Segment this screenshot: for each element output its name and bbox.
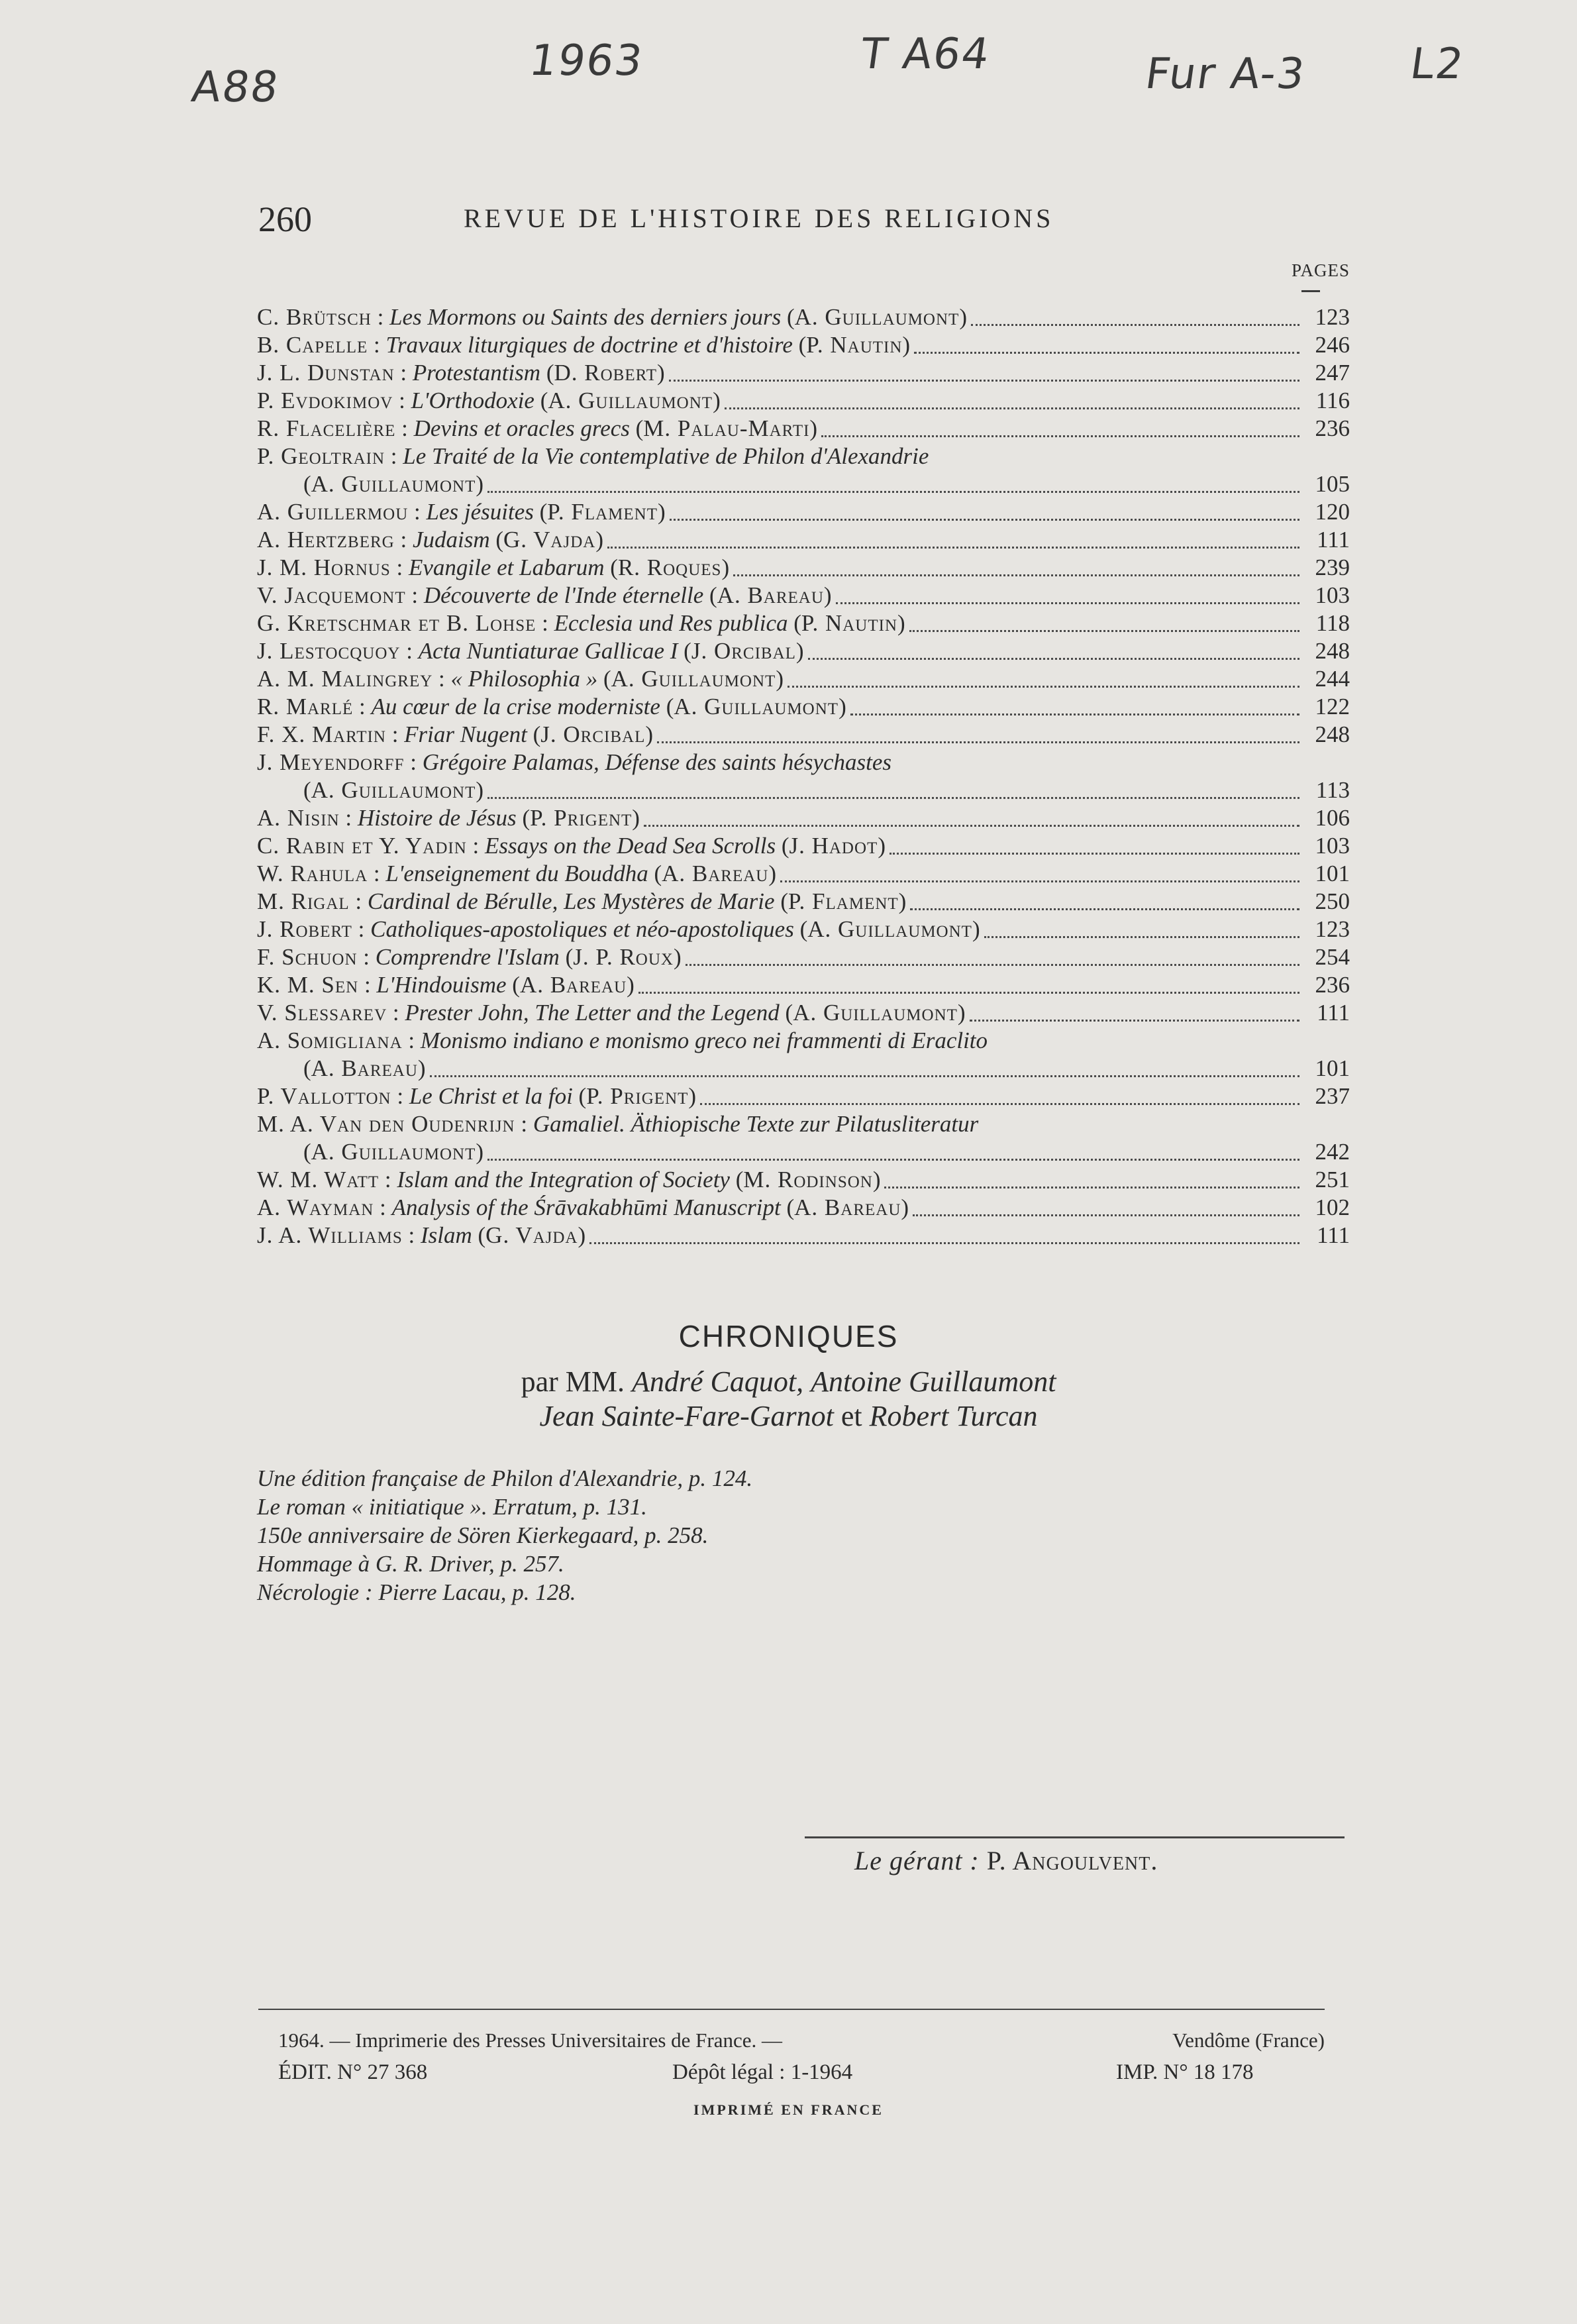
pages-rule	[1301, 290, 1320, 292]
review-reviewer: A. Guillaumont	[611, 666, 776, 692]
review-reviewer: A. Guillaumont	[311, 1139, 476, 1165]
review-text: A. Guillermou : Les jésuites (P. Flament)	[257, 499, 666, 525]
review-entry	[257, 693, 1350, 721]
review-reviewer: P. Flament	[547, 499, 658, 525]
review-page: 236	[1315, 415, 1350, 441]
review-page: 113	[1315, 777, 1350, 803]
dot-leader	[589, 1228, 1299, 1244]
review-reviewer: M. Palau-Marti	[643, 415, 810, 441]
review-entry	[257, 1110, 1350, 1138]
review-reviewer: G. Vajda	[485, 1222, 578, 1248]
review-page: 116	[1315, 388, 1350, 413]
review-reviewer: A. Guillaumont	[311, 471, 476, 497]
imprint-line-1	[278, 2029, 1325, 2052]
dot-leader	[670, 504, 1299, 521]
chroniques-and: et	[840, 1400, 862, 1432]
dot-leader	[487, 1144, 1299, 1161]
review-title: Comprendre l'Islam	[375, 944, 560, 970]
chroniques-author: Jean Sainte-Fare-Garnot	[539, 1400, 834, 1432]
handwritten-note-4: Fur A-3	[1142, 50, 1309, 99]
dot-leader	[884, 1172, 1299, 1188]
review-text: C. Rabin et Y. Yadin : Essays on the Dead Sea Scrolls (J. Hadot)	[257, 833, 886, 859]
review-entry	[257, 916, 1350, 943]
review-text: A. Somigliana : Monismo indiano e monismo greco nei frammenti di Eraclito	[257, 1028, 988, 1053]
review-reviewer: P. Nautin	[806, 332, 903, 358]
dot-leader	[487, 476, 1299, 493]
review-text: V. Slessarev : Prester John, The Letter and the Legend (A. Guillaumont)	[257, 1000, 966, 1026]
review-page: 101	[1315, 1055, 1350, 1081]
review-author: M. Rigal	[257, 888, 350, 914]
review-author: A. Wayman	[257, 1194, 374, 1220]
review-entry-continuation	[257, 776, 1350, 804]
review-page: 111	[1317, 1222, 1350, 1248]
review-entry	[257, 1083, 1350, 1110]
imprint-edit-number: ÉDIT. N° 27 368	[278, 2060, 428, 2084]
dot-leader	[836, 588, 1299, 604]
review-reviewer: J. Orcibal	[691, 638, 796, 664]
review-author: A. Nisin	[257, 805, 340, 831]
page-header	[258, 199, 1358, 252]
review-author: A. Guillermou	[257, 499, 409, 525]
review-title: Les Mormons ou Saints des derniers jours	[389, 304, 782, 330]
review-entry	[257, 331, 1350, 359]
review-page: 254	[1315, 944, 1350, 970]
review-title: Analysis of the Śrāvakabhūmi Manuscript	[391, 1194, 781, 1220]
review-entry	[257, 526, 1350, 554]
review-page: 242	[1315, 1139, 1350, 1165]
dot-leader	[669, 365, 1299, 382]
review-entry	[257, 498, 1350, 526]
review-text: J. A. Williams : Islam (G. Vajda)	[257, 1222, 586, 1248]
review-text: J. L. Dunstan : Protestantism (D. Robert)	[257, 360, 665, 386]
review-text: V. Jacquemont : Découverte de l'Inde éternelle (A. Bareau)	[257, 582, 832, 608]
review-reviewer: P. Nautin	[801, 610, 898, 636]
review-title: Les jésuites	[426, 499, 534, 525]
review-page: 244	[1315, 666, 1350, 692]
review-title: Islam and the Integration of Society	[397, 1167, 730, 1192]
review-reviewer: A. Guillaumont	[548, 388, 713, 413]
review-author: K. M. Sen	[257, 972, 359, 998]
review-reviewer: J. P. Roux	[573, 944, 674, 970]
dot-leader	[890, 838, 1299, 855]
review-text: R. Marlé : Au cœur de la crise moderniste (A. Guillaumont)	[257, 694, 846, 719]
review-entry	[257, 637, 1350, 665]
chroniques-authors-line-1	[0, 1365, 1577, 1399]
review-entry	[257, 1194, 1350, 1222]
review-text: C. Brütsch : Les Mormons ou Saints des derniers jours (A. Guillaumont)	[257, 304, 967, 330]
review-text: B. Capelle : Travaux liturgiques de doctrine et d'histoire (P. Nautin)	[257, 332, 911, 358]
review-author: G. Kretschmar et B. Lohse	[257, 610, 536, 636]
review-author: C. Brütsch	[257, 304, 372, 330]
review-entry	[257, 888, 1350, 916]
review-text: A. Hertzberg : Judaism (G. Vajda)	[257, 527, 603, 553]
review-entry	[257, 749, 1350, 776]
review-page: 118	[1315, 610, 1350, 636]
review-text: W. M. Watt : Islam and the Integration of Society (M. Rodinson)	[257, 1167, 881, 1192]
review-title: Au cœur de la crise moderniste	[371, 694, 660, 719]
chroniques-author: Robert Turcan	[869, 1400, 1038, 1432]
chroniques-by: par MM.	[521, 1365, 625, 1398]
review-title: Travaux liturgiques de doctrine et d'histoire	[385, 332, 793, 358]
review-reviewer: G. Vajda	[503, 527, 596, 553]
imprint-depot-legal: Dépôt légal : 1-1964	[672, 2060, 853, 2084]
review-entry-continuation	[257, 1138, 1350, 1166]
review-text: P. Geoltrain : Le Traité de la Vie contemplative de Philon d'Alexandrie	[257, 443, 929, 469]
review-author: P. Geoltrain	[257, 443, 385, 469]
review-reviewer: R. Roques	[617, 555, 722, 580]
review-title: Devins et oracles grecs	[413, 415, 630, 441]
review-title: « Philosophia »	[450, 666, 598, 692]
signature-name: P. Angoulvent.	[986, 1846, 1158, 1875]
chronique-item: 150e anniversaire de Sören Kierkegaard, p. 258.	[257, 1522, 709, 1548]
review-text: M. A. Van den Oudenrijn : Gamaliel. Äthiopische Texte zur Pilatusliteratur	[257, 1111, 979, 1137]
review-reviewer: M. Rodinson	[743, 1167, 873, 1192]
review-reviewer: A. Bareau	[311, 1055, 418, 1081]
dot-leader	[909, 615, 1299, 632]
review-title: Cardinal de Bérulle, Les Mystères de Marie	[367, 888, 775, 914]
review-page: 105	[1315, 471, 1350, 497]
review-text: F. Schuon : Comprendre l'Islam (J. P. Roux)	[257, 944, 682, 970]
review-entry	[257, 443, 1350, 470]
review-page: 103	[1315, 833, 1350, 859]
review-entry	[257, 832, 1350, 860]
review-page: 101	[1315, 861, 1350, 886]
review-text: G. Kretschmar et B. Lohse : Ecclesia und Res publica (P. Nautin)	[257, 610, 905, 636]
review-page: 123	[1315, 304, 1350, 330]
review-text: K. M. Sen : L'Hindouisme (A. Bareau)	[257, 972, 635, 998]
review-reviewer: A. Bareau	[794, 1194, 901, 1220]
review-text: (A. Guillaumont)	[303, 1139, 484, 1165]
dot-leader	[913, 1200, 1299, 1216]
review-title: Grégoire Palamas, Défense des saints hésychastes	[422, 749, 892, 775]
review-page: 106	[1315, 805, 1350, 831]
chronique-item: Une édition française de Philon d'Alexandrie, p. 124.	[257, 1465, 753, 1491]
review-text: J. Lestocquoy : Acta Nuntiaturae Gallicae I (J. Orcibal)	[257, 638, 804, 664]
chronique-item: Nécrologie : Pierre Lacau, p. 128.	[257, 1579, 576, 1605]
review-author: F. X. Martin	[257, 721, 386, 747]
review-title: Ecclesia und Res publica	[554, 610, 788, 636]
review-author: V. Slessarev	[257, 1000, 387, 1026]
review-title: Acta Nuntiaturae Gallicae I	[418, 638, 678, 664]
review-title: Islam	[420, 1222, 472, 1248]
review-page: 122	[1315, 694, 1350, 719]
review-entry	[257, 387, 1350, 415]
dot-leader	[644, 810, 1299, 827]
review-author: J. L. Dunstan	[257, 360, 395, 386]
dot-leader	[971, 309, 1299, 326]
handwritten-note-1: A88	[188, 63, 283, 112]
chroniques-title: CHRONIQUES	[678, 1319, 899, 1353]
chronique-item: Le roman « initiatique ». Erratum, p. 131.	[257, 1494, 647, 1520]
handwritten-note-5: L2	[1407, 40, 1468, 89]
reviews-list	[257, 303, 1350, 1249]
review-page: 246	[1315, 332, 1350, 358]
review-entry-continuation	[257, 470, 1350, 498]
review-text: J. Robert : Catholiques-apostoliques et néo-apostoliques (A. Guillaumont)	[257, 916, 980, 942]
review-reviewer: A. Guillaumont	[311, 777, 476, 803]
review-title: Histoire de Jésus	[357, 805, 517, 831]
review-page: 102	[1315, 1194, 1350, 1220]
review-page: 236	[1315, 972, 1350, 998]
review-page: 111	[1317, 1000, 1350, 1026]
handwritten-note-3: T A64	[857, 30, 993, 79]
review-entry	[257, 804, 1350, 832]
review-author: A. Hertzberg	[257, 527, 395, 553]
review-entry	[257, 999, 1350, 1027]
dot-leader	[733, 560, 1299, 576]
chroniques-author: André Caquot,	[632, 1365, 804, 1398]
review-title: Monismo indiano e monismo greco nei frammenti di Eraclito	[420, 1028, 988, 1053]
imprint-line-2	[278, 2060, 1325, 2089]
review-author: R. Marlé	[257, 694, 354, 719]
dot-leader	[430, 1061, 1299, 1077]
review-text: A. M. Malingrey : « Philosophia » (A. Guillaumont)	[257, 666, 784, 692]
review-entry	[257, 582, 1350, 609]
review-entry	[257, 860, 1350, 888]
review-page: 239	[1315, 555, 1350, 580]
review-entry	[257, 943, 1350, 971]
review-page: 248	[1315, 721, 1350, 747]
review-page: 111	[1317, 527, 1350, 553]
chroniques-author: Antoine Guillaumont	[811, 1365, 1056, 1398]
review-author: M. A. Van den Oudenrijn	[257, 1111, 515, 1137]
review-title: Judaism	[412, 527, 490, 553]
dot-leader	[657, 727, 1299, 743]
review-page: 237	[1315, 1083, 1350, 1109]
review-entry	[257, 609, 1350, 637]
review-reviewer: A. Guillaumont	[674, 694, 839, 719]
review-entry	[257, 303, 1350, 331]
review-reviewer: P. Prigent	[530, 805, 633, 831]
dot-leader	[850, 699, 1299, 715]
review-entry	[257, 971, 1350, 999]
review-author: A. M. Malingrey	[257, 666, 433, 692]
review-entry	[257, 359, 1350, 387]
review-title: Essays on the Dead Sea Scrolls	[485, 833, 776, 859]
dot-leader	[607, 532, 1299, 549]
signature	[854, 1845, 1158, 1876]
review-title: Catholiques-apostoliques et néo-apostoliques	[370, 916, 794, 942]
review-entry	[257, 721, 1350, 749]
review-page: 247	[1315, 360, 1350, 386]
review-author: A. Somigliana	[257, 1028, 403, 1053]
review-author: J. M. Hornus	[257, 555, 391, 580]
review-text: J. Meyendorff : Grégoire Palamas, Défense des saints hésychastes	[257, 749, 892, 775]
review-text: M. Rigal : Cardinal de Bérulle, Les Mystères de Marie (P. Flament)	[257, 888, 907, 914]
signature-label: Le gérant :	[854, 1846, 980, 1875]
review-reviewer: A. Guillaumont	[807, 916, 972, 942]
review-text: A. Wayman : Analysis of the Śrāvakabhūmi Manuscript (A. Bareau)	[257, 1194, 909, 1220]
review-reviewer: A. Bareau	[662, 861, 769, 886]
review-reviewer: A. Bareau	[717, 582, 824, 608]
review-reviewer: D. Robert	[554, 360, 658, 386]
review-reviewer: P. Prigent	[586, 1083, 689, 1109]
imprint-printed-in: IMPRIMÉ EN FRANCE	[693, 2101, 884, 2118]
review-title: L'Hindouisme	[376, 972, 507, 998]
dot-leader	[970, 1005, 1299, 1022]
review-entry	[257, 554, 1350, 582]
review-author: V. Jacquemont	[257, 582, 406, 608]
review-reviewer: A. Guillaumont	[793, 1000, 958, 1026]
signature-rule	[805, 1836, 1345, 1838]
page-number: 260	[258, 199, 312, 239]
review-title: Prester John, The Letter and the Legend	[405, 1000, 780, 1026]
dot-leader	[808, 643, 1299, 660]
dot-leader	[638, 977, 1299, 994]
review-text: W. Rahula : L'enseignement du Bouddha (A. Bareau)	[257, 861, 777, 886]
review-title: Friar Nugent	[404, 721, 527, 747]
review-author: J. Meyendorff	[257, 749, 405, 775]
chroniques-authors-line-2	[0, 1399, 1577, 1433]
review-author: W. Rahula	[257, 861, 368, 886]
review-text: (A. Guillaumont)	[303, 471, 484, 497]
review-text: (A. Guillaumont)	[303, 777, 484, 803]
imprint-rule	[258, 2009, 1325, 2010]
review-text: J. M. Hornus : Evangile et Labarum (R. Roques)	[257, 555, 730, 580]
review-reviewer: J. Hadot	[789, 833, 878, 859]
review-author: P. Vallotton	[257, 1083, 391, 1109]
review-reviewer: A. Bareau	[519, 972, 627, 998]
review-entry-continuation	[257, 1055, 1350, 1083]
review-text: (A. Bareau)	[303, 1055, 426, 1081]
review-title: L'enseignement du Bouddha	[385, 861, 648, 886]
dot-leader	[914, 337, 1299, 354]
review-author: C. Rabin et Y. Yadin	[257, 833, 467, 859]
pages-column-label: PAGES	[1292, 260, 1350, 280]
review-author: W. M. Watt	[257, 1167, 380, 1192]
review-page: 123	[1315, 916, 1350, 942]
dot-leader	[780, 866, 1299, 882]
dot-leader	[788, 671, 1299, 688]
review-text: A. Nisin : Histoire de Jésus (P. Prigent)	[257, 805, 640, 831]
review-title: Le Christ et la foi	[409, 1083, 573, 1109]
review-page: 120	[1315, 499, 1350, 525]
dot-leader	[686, 949, 1299, 966]
review-author: J. Robert	[257, 916, 352, 942]
review-reviewer: J. Orcibal	[540, 721, 646, 747]
chronique-item: Hommage à G. R. Driver, p. 257.	[257, 1551, 564, 1577]
review-text: P. Vallotton : Le Christ et la foi (P. Prigent)	[257, 1083, 697, 1109]
imprint-printer: 1964. — Imprimerie des Presses Universitaires de France. —	[278, 2029, 783, 2052]
chroniques-items	[257, 1464, 752, 1607]
review-entry	[257, 1166, 1350, 1194]
review-entry	[257, 665, 1350, 693]
review-text: R. Flacelière : Devins et oracles grecs (M. Palau-Marti)	[257, 415, 818, 441]
review-author: B. Capelle	[257, 332, 368, 358]
review-author: F. Schuon	[257, 944, 358, 970]
review-author: J. Lestocquoy	[257, 638, 401, 664]
review-title: Découverte de l'Inde éternelle	[423, 582, 704, 608]
review-title: Le Traité de la Vie contemplative de Philon d'Alexandrie	[403, 443, 929, 469]
imprint-place: Vendôme (France)	[1172, 2029, 1325, 2052]
dot-leader	[725, 393, 1299, 409]
review-reviewer: A. Guillaumont	[794, 304, 960, 330]
review-entry	[257, 415, 1350, 443]
review-entry	[257, 1222, 1350, 1249]
review-reviewer: P. Flament	[788, 888, 899, 914]
handwritten-note-2: 1963	[526, 36, 647, 85]
dot-leader	[984, 922, 1299, 938]
dot-leader	[700, 1088, 1299, 1105]
review-title: Evangile et Labarum	[409, 555, 605, 580]
review-page: 103	[1315, 582, 1350, 608]
imprint-imp-number: IMP. N° 18 178	[1116, 2060, 1254, 2084]
review-page: 250	[1315, 888, 1350, 914]
review-page: 248	[1315, 638, 1350, 664]
review-title: Gamaliel. Äthiopische Texte zur Pilatusliteratur	[533, 1111, 979, 1137]
review-title: L'Orthodoxie	[411, 388, 534, 413]
review-title: Protestantism	[412, 360, 541, 386]
review-author: P. Evdokimov	[257, 388, 393, 413]
review-entry	[257, 1027, 1350, 1055]
review-text: P. Evdokimov : L'Orthodoxie (A. Guillaumont)	[257, 388, 721, 413]
dot-leader	[910, 894, 1299, 910]
dot-leader	[821, 421, 1299, 437]
dot-leader	[487, 782, 1299, 799]
review-page: 251	[1315, 1167, 1350, 1192]
review-author: J. A. Williams	[257, 1222, 403, 1248]
journal-title: REVUE DE L'HISTOIRE DES RELIGIONS	[464, 203, 1054, 233]
review-text: F. X. Martin : Friar Nugent (J. Orcibal)	[257, 721, 654, 747]
review-author: R. Flacelière	[257, 415, 396, 441]
